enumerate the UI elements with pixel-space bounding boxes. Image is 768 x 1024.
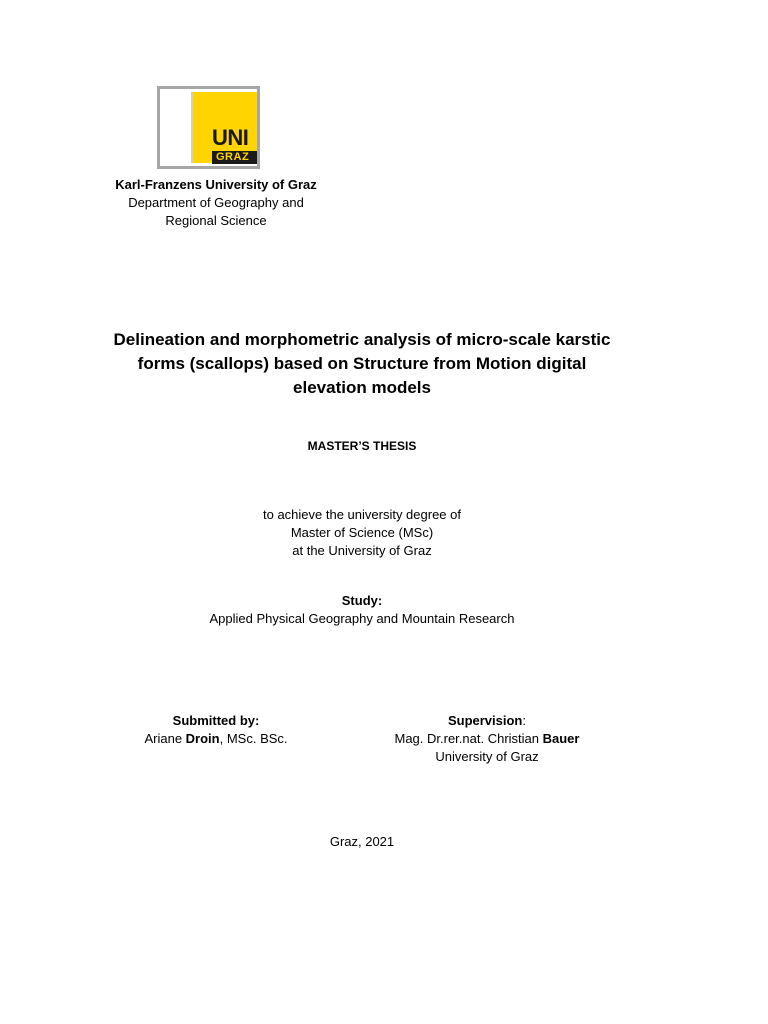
university-name: Karl-Franzens University of Graz [115, 177, 317, 192]
department-line-1: Department of Geography and [128, 195, 304, 210]
study-program: Applied Physical Geography and Mountain Research [209, 611, 515, 626]
university-block [60, 176, 372, 230]
supervisor-last-name: Bauer [542, 731, 580, 746]
degree-statement [60, 506, 664, 560]
study-block [60, 592, 664, 628]
author-first-name: Ariane [144, 731, 186, 746]
title-line-3: elevation models [293, 378, 431, 397]
supervisor-affiliation: University of Graz [435, 749, 539, 764]
thesis-type: MASTER’S THESIS [307, 439, 417, 453]
author-degrees: , MSc. BSc. [219, 731, 288, 746]
study-label: Study: [341, 593, 383, 608]
submitted-block [100, 712, 332, 748]
supervision-label: Supervision [447, 713, 523, 728]
supervisor-line [332, 730, 642, 748]
author-line [100, 730, 332, 748]
thesis-title [60, 328, 664, 400]
logo-graz-text: GRAZ [216, 151, 250, 163]
university-logo [157, 86, 260, 169]
supervision-block [332, 712, 642, 766]
logo-white-panel [163, 92, 193, 163]
degree-line-3: at the University of Graz [292, 543, 432, 558]
department-line-2: Regional Science [165, 213, 267, 228]
author-last-name: Droin [185, 731, 220, 746]
supervisor-prefix: Mag. Dr.rer.nat. Christian [394, 731, 543, 746]
logo-uni-text: UNI [212, 125, 249, 150]
degree-line-2: Master of Science (MSc) [290, 525, 434, 540]
submitted-label: Submitted by: [172, 713, 260, 728]
supervision-label-line [332, 712, 642, 730]
title-line-1: Delineation and morphometric analysis of micro-scale karstic [113, 330, 611, 349]
place-and-year: Graz, 2021 [329, 834, 395, 849]
supervision-label-colon: : [522, 713, 527, 728]
degree-line-1: to achieve the university degree of [262, 507, 461, 522]
title-line-2: forms (scallops) based on Structure from Motion digital [137, 354, 587, 373]
